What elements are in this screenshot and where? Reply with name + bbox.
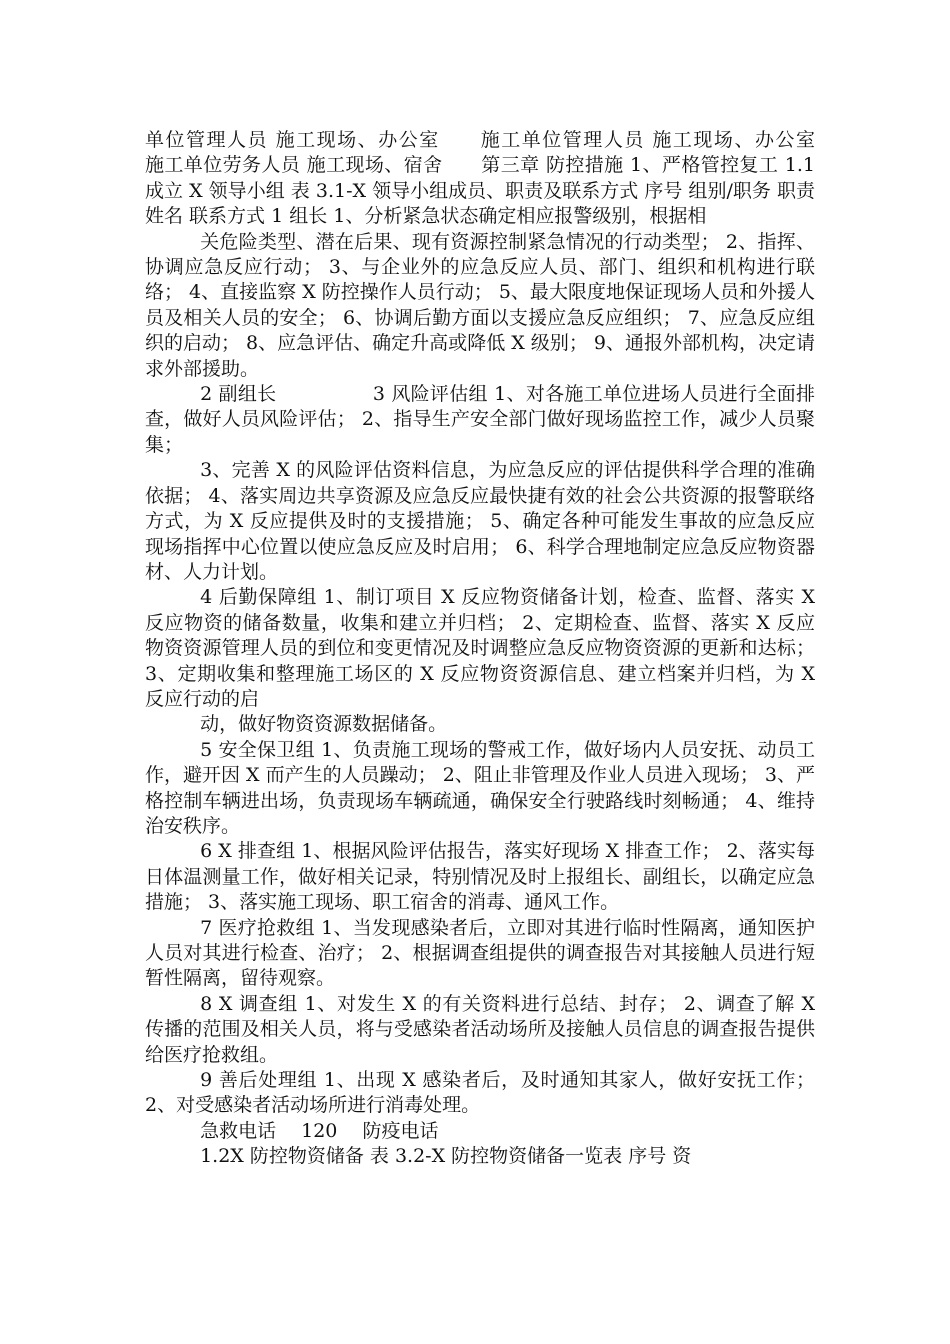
paragraph-logistics-cont: 动，做好物资资源数据储备。 (200, 713, 448, 736)
paragraph-intro: 单位管理人员 施工现场、办公室 施工单位管理人员 施工现场、办公室 施工单位劳务人员 施工现场、宿舍 第三章 防控措施 1、严格管控复工 1.1 成立 X 领导小组 表 3.1-X 领导小组成员、职责及联系方式 序号 组别/职务 职责 姓名 联系方式 1 组长 1、分析紧急状态确定相应报警级别，根据相 (145, 129, 854, 228)
paragraph-security: 5 安全保卫组 1、负责施工现场的警戒工作，做好场内人员安抚、动员工作，避开因 X 而产生的人员躁动； 2、阻止非管理及作业人员进入现场； 3、严格控制车辆进出场，负责现场车辆疏通，确保安全行驶路线时刻畅通； 4、维持治安秩序。 (145, 738, 815, 837)
paragraph-phones: 急救电话 120 防疫电话 (200, 1119, 439, 1142)
paragraph-screening: 6 X 排查组 1、根据风险评估报告，落实好现场 X 排查工作； 2、落实每日体温测量工作，做好相关记录，特别情况及时上报组长、副组长，以确定应急措施； 3、落实施工现场、职工宿舍的消毒、通风工作。 (145, 840, 815, 914)
paragraph-leader-duties: 关危险类型、潜在后果、现有资源控制紧急情况的行动类型； 2、指挥、协调应急反应行动； 3、与企业外的应急反应人员、部门、组织和机构进行联络； 4、直接监察 X 防控操作人员行动； 5、最大限度地保证现场人员和外援人员及相关人员的安全； 6、协调后勤方面以支援应急反应组织； 7、应急反应组织的启动； 8、应急评估、确定升高或降低 X 级别； 9、通报外部机构，决定请求外部援助。 (145, 230, 815, 380)
paragraph-aftermath: 9 善后处理组 1、出现 X 感染者后，及时通知其家人，做好安抚工作； 2、对受感染者活动场所进行消毒处理。 (145, 1069, 815, 1117)
document-body (145, 128, 854, 1170)
paragraph-supplies: 1.2X 防控物资储备 表 3.2-X 防控物资储备一览表 序号 资 (200, 1145, 692, 1168)
paragraph-medical: 7 医疗抢救组 1、当发现感染者后，立即对其进行临时性隔离，通知医护人员对其进行检查、治疗； 2、根据调查组提供的调查报告对其接触人员进行短暂性隔离，留待观察。 (145, 916, 815, 990)
paragraph-logistics: 4 后勤保障组 1、制订项目 X 反应物资储备计划，检查、监督、落实 X 反应物资的储备数量，收集和建立并归档； 2、定期检查、监督、落实 X 反应物资资源管理人员的到位和变更情况及时调整应急反应物资资源的更新和达标； 3、定期收集和整理施工场区的 X 反应物资资源信息、建立档案并归档，为 X 反应行动的启 (145, 586, 815, 710)
paragraph-risk-assessment-cont: 3、完善 X 的风险评估资料信息，为应急反应的评估提供科学合理的准确依据； 4、落实周边共享资源及应急反应最快捷有效的社会公共资源的报警联络方式，为 X 反应提供及时的支援措施； 5、确定各种可能发生事故的应急反应现场指挥中心位置以使应急反应及时启用； 6、科学合理地制定应急反应物资器材、人力计划。 (145, 459, 815, 583)
paragraph-risk-assessment: 2 副组长 3 风险评估组 1、对各施工单位进场人员进行全面排查，做好人员风险评估； 2、指导生产安全部门做好现场监控工作，减少人员聚集； (145, 383, 815, 456)
paragraph-investigation: 8 X 调查组 1、对发生 X 的有关资料进行总结、封存； 2、调查了解 X 传播的范围及相关人员，将与受感染者活动场所及接触人员信息的调查报告提供给医疗抢救组。 (145, 992, 815, 1066)
